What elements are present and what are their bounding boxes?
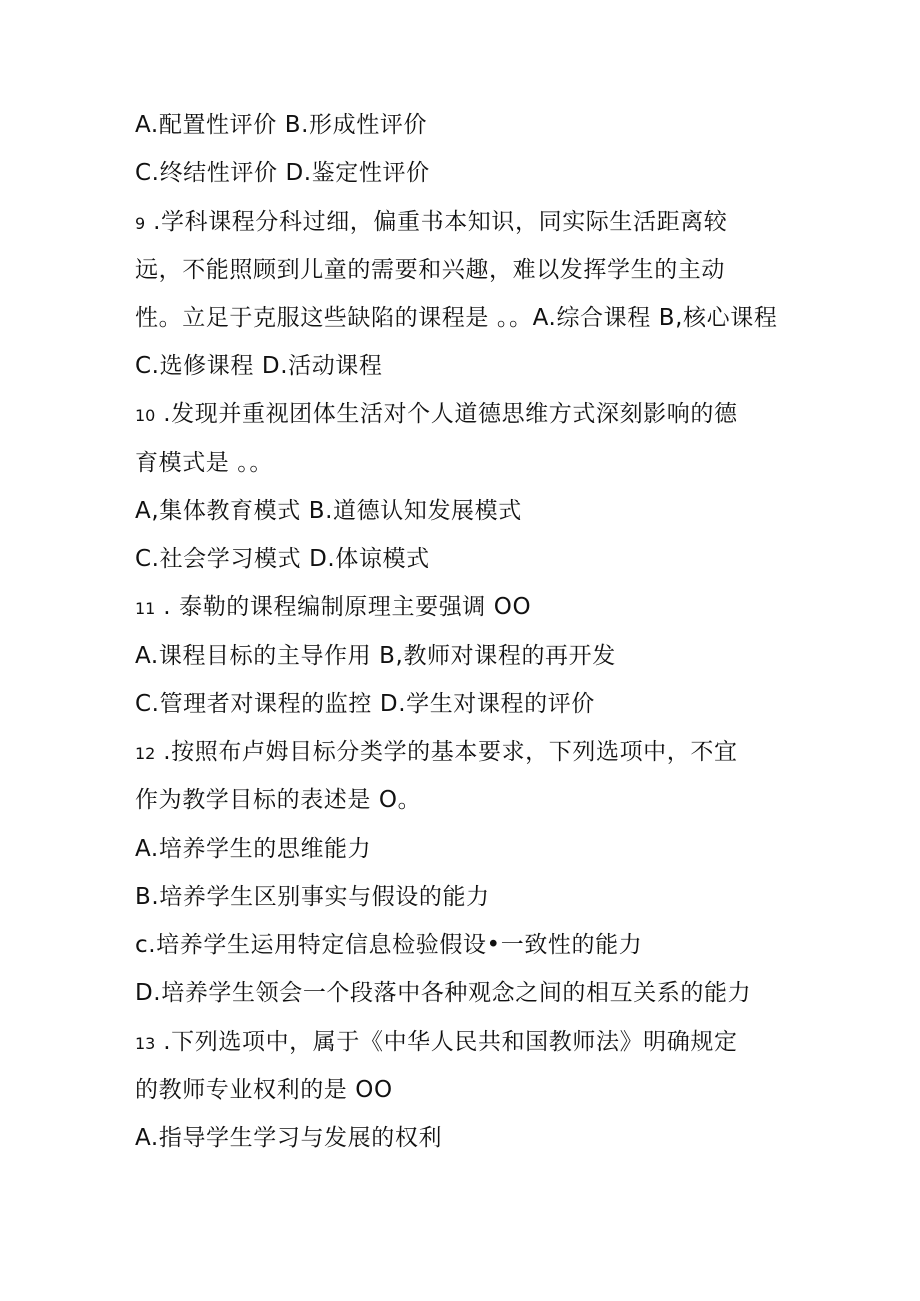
text-line: A.培养学生的思维能力 <box>135 836 372 862</box>
text-line: A.课程目标的主导作用 B,教师对课程的再开发 <box>135 643 616 669</box>
question-number: 11 <box>135 599 156 618</box>
text-line: C.社会学习模式 D.体谅模式 <box>135 546 430 572</box>
question-11-line: 11 . 泰勒的课程编制原理主要强调 OO <box>135 594 532 620</box>
question-number: 12 <box>135 744 156 763</box>
text-line: A.配置性评价 B.形成性评价 <box>135 112 428 138</box>
text-line: A,集体教育模式 B.道德认知发展模式 <box>135 498 522 524</box>
question-number: 13 <box>135 1034 156 1053</box>
question-number: 9 <box>135 214 146 233</box>
question-9-line: 9 .学科课程分科过细，偏重书本知识，同实际生活距离较 <box>135 209 728 235</box>
text-line: D.培养学生领会一个段落中各种观念之间的相互关系的能力 <box>135 980 752 1006</box>
text-line: A.指导学生学习与发展的权利 <box>135 1125 443 1151</box>
text-line: 作为教学目标的表述是 O。 <box>135 787 422 813</box>
text-line: C.终结性评价 D.鉴定性评价 <box>135 160 430 186</box>
text-line: c.培养学生运用特定信息检验假设•一致性的能力 <box>135 932 643 958</box>
question-13-line: 13 .下列选项中，属于《中华人民共和国教师法》明确规定 <box>135 1029 738 1055</box>
question-10-line: 10 .发现并重视团体生活对个人道德思维方式深刻影响的德 <box>135 401 738 427</box>
text-line: 性。立足于克服这些缺陷的课程是 。。A.综合课程 B,核心课程 <box>135 305 778 331</box>
text-line: C.选修课程 D.活动课程 <box>135 353 383 379</box>
question-12-line: 12 .按照布卢姆目标分类学的基本要求，下列选项中，不宜 <box>135 739 738 765</box>
question-number: 10 <box>135 406 156 425</box>
text-line: 育模式是 。。 <box>135 450 274 476</box>
text-line: 的教师专业权利的是 OO <box>135 1077 393 1103</box>
text-line: 远，不能照顾到儿童的需要和兴趣，难以发挥学生的主动 <box>135 257 725 283</box>
text-line: C.管理者对课程的监控 D.学生对课程的评价 <box>135 691 595 717</box>
text-line: B.培养学生区别事实与假设的能力 <box>135 884 490 910</box>
